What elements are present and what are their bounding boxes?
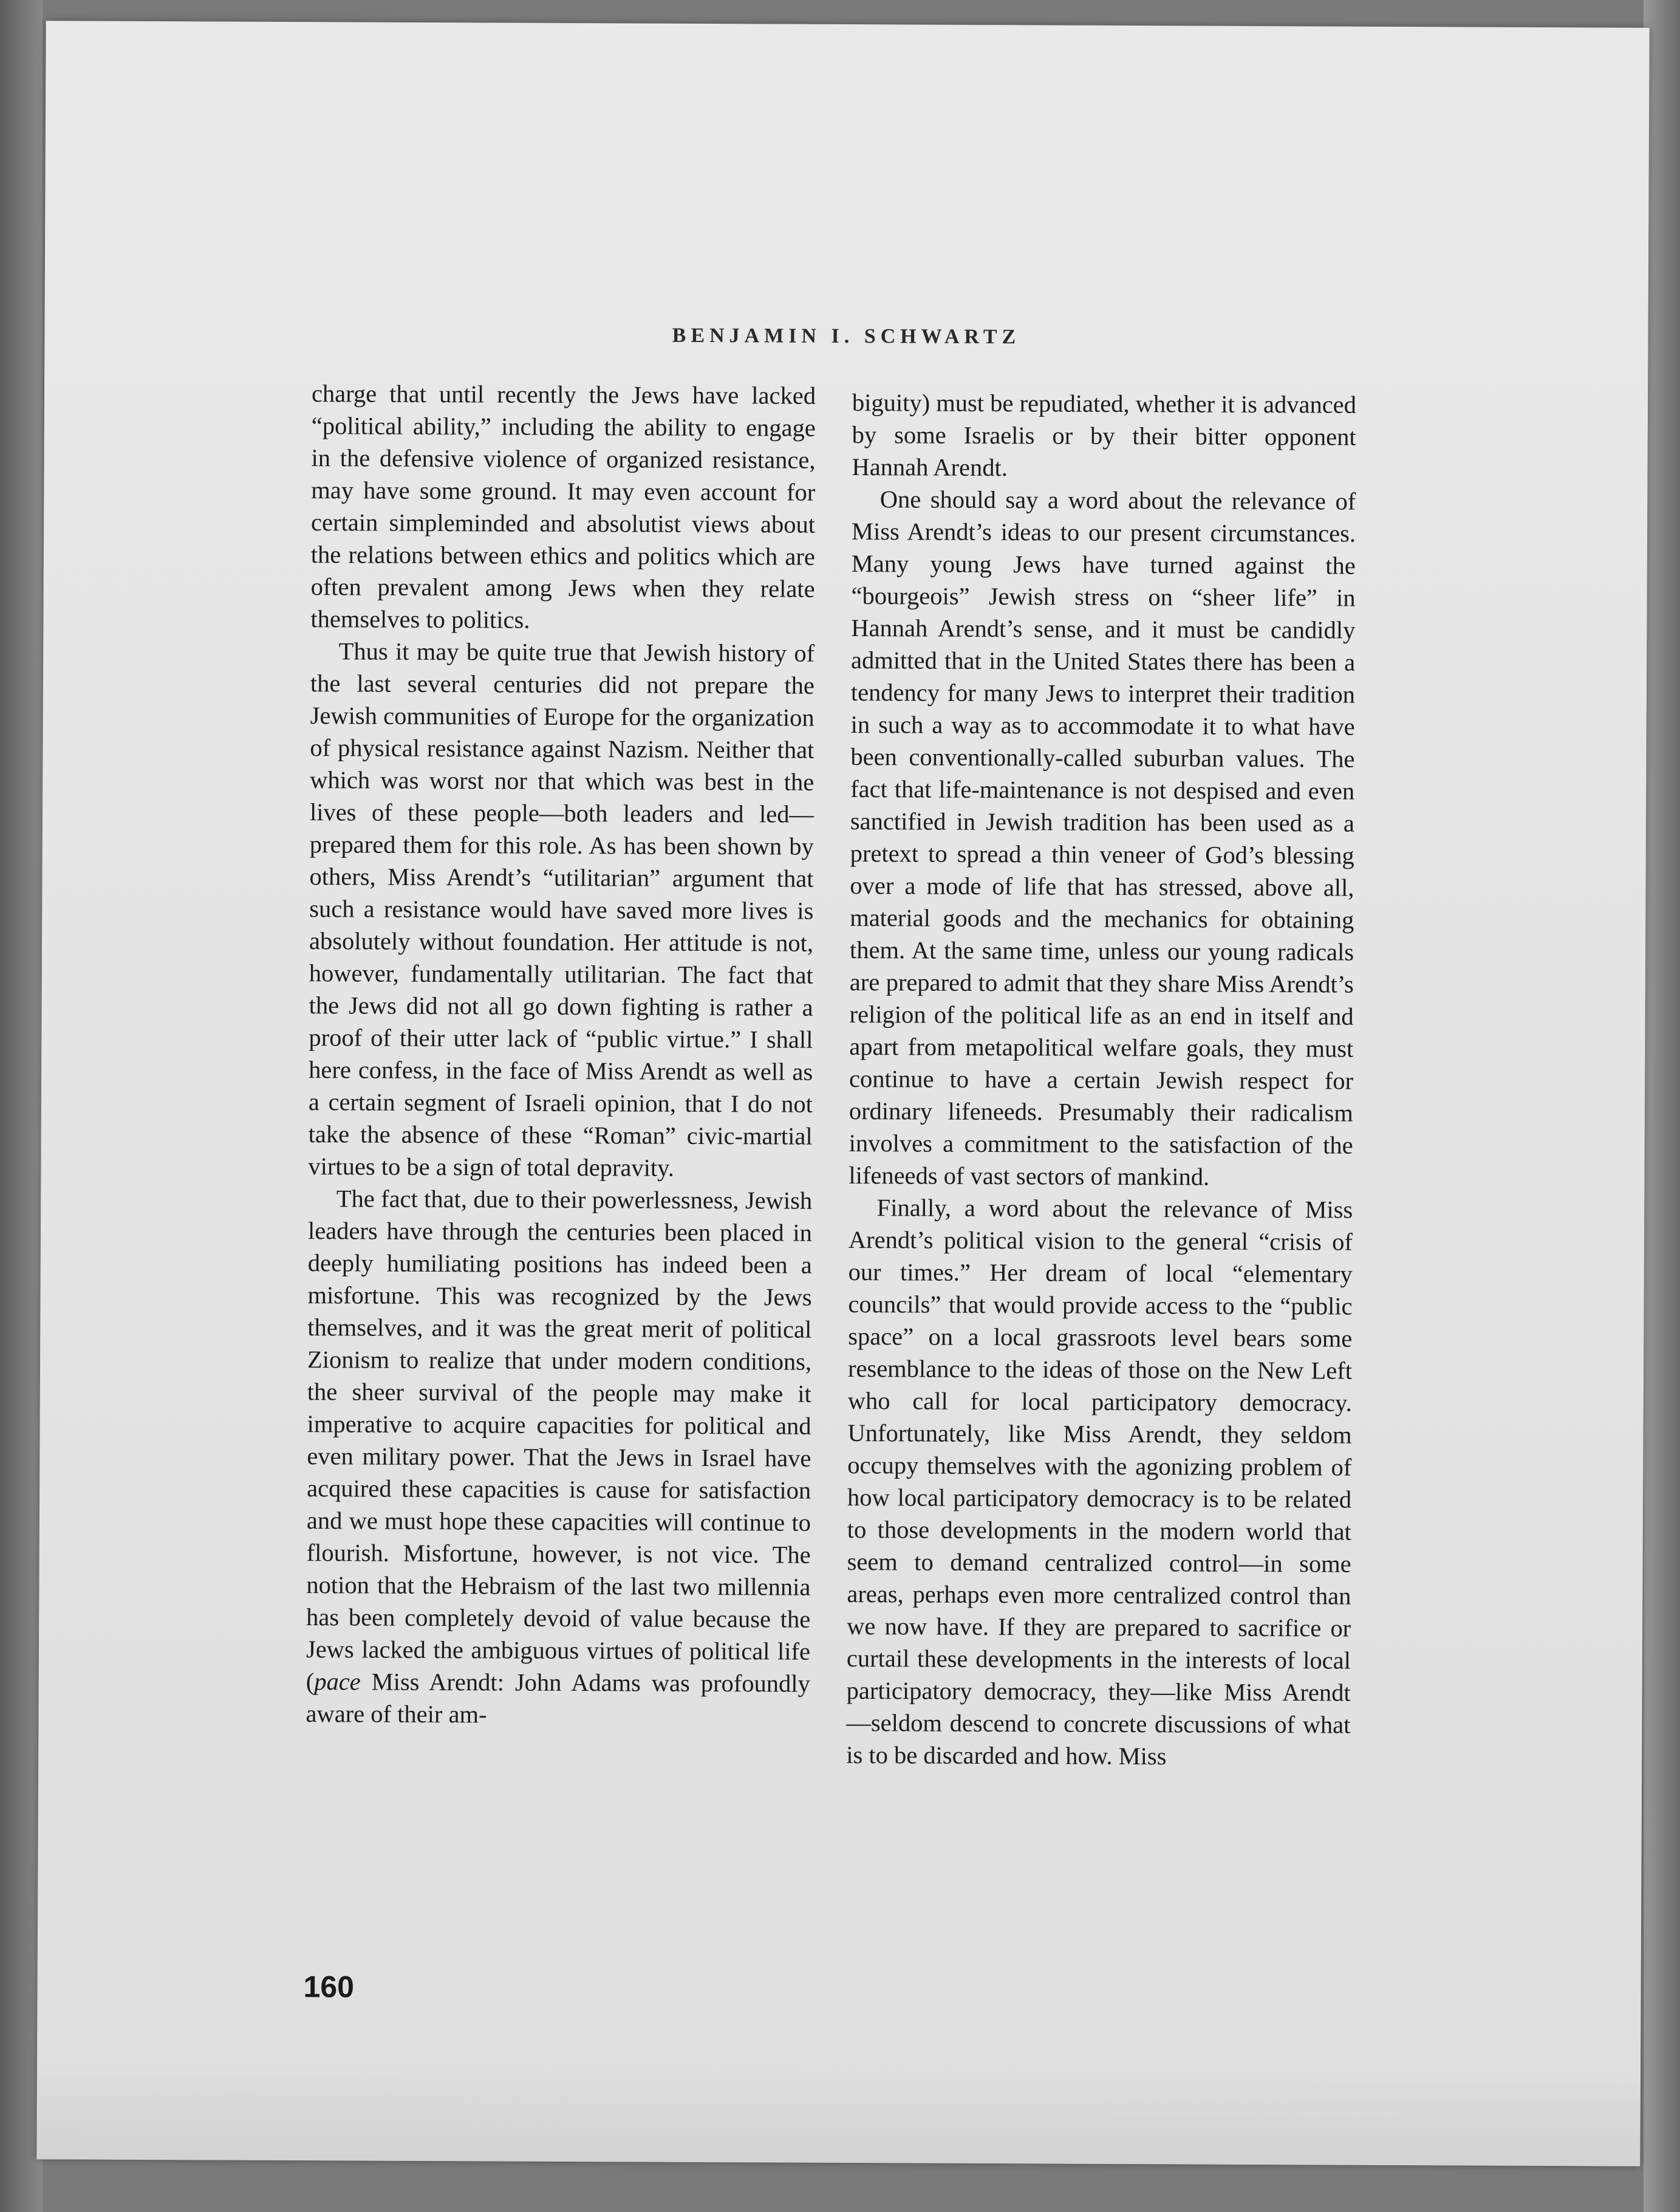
paragraph-continued: biguity) must be repudiated, whether it is advanced by some Israelis or by their bitter opponent Hannah Arendt. [852, 389, 1357, 482]
scan-background-left [0, 0, 43, 2212]
italic-word: pace [314, 1668, 361, 1696]
paper-shading [36, 2062, 1641, 2166]
paragraph: Finally, a word about the relevance of Miss Arendt’s political vision to the general “crisis of our times.” Her dream of local “elementary councils” that would provide access to the “public space” on a local grassroots level bears some resemblance to the ideas of those on the New Left who call for local participatory democracy. Unfortunately, like Miss Arendt, they seldom occupy themselves with the agonizing problem of how local participatory democracy is to be related to those developments in the modern world that seem to demand centralized control—in some areas, perhaps even more centralized control than we now have. If they are prepared to sacrifice or curtail these developments in the interests of local participatory democracy, they—like Miss Arendt —seldom descend to concrete discussions of what is to be discarded and how. Miss [846, 1194, 1353, 1770]
right-column [846, 386, 1356, 1773]
paragraph-text: The fact that, due to their powerlessness, Jewish leaders have through the centuries been placed in deeply humiliating positions has indeed been a misfortune. This was recognized by the Jews themselves, and it was the great merit of political Zionism to realize that under modern conditions, the sheer survival of the people may make it imperative to acquire capacities for political and even military power. That the Jews in Israel have acquired these capacities is cause for satisfaction and we must hope these capacities will continue to flourish. Misfortune, however, is not vice. The notion that the Hebraism of the last two millennia has been completely devoid of value because the Jews lacked the ambiguous virtues of political life ( [306, 1185, 813, 1696]
running-head: BENJAMIN I. SCHWARTZ [672, 324, 1021, 349]
paragraph-text: Miss Arendt: John Adams was profoundly aware of their am- [306, 1668, 810, 1728]
paragraph: Thus it may be quite true that Jewish history of the last several centuries did not prepare the Jewish communities of Europe for the organization of physical resistance against Nazism. Neither that which was worst nor that which was best in the lives of these people—both leaders and led—prepared them for this role. As has been shown by others, Miss Arendt’s “utilitarian” argument that such a resistance would have saved more lives is absolutely without foundation. Her attitude is not, however, fundamentally utilitarian. The fact that the Jews did not all go down fighting is rather a proof of their utter lack of “public virtue.” I shall here confess, in the face of Miss Arendt as well as a certain segment of Israeli opinion, that I do not take the absence of these “Roman” civic-martial virtues to be a sign of total depravity. [308, 637, 815, 1182]
scan-background-right [1644, 0, 1680, 2212]
paragraph: One should say a word about the relevance of Miss Arendt’s ideas to our present circumstances. Many young Jews have turned against the “bourgeois” Jewish stress on “sheer life” in Hannah Arendt’s sense, and it must be candidly admitted that in the United States there has been a tendency for many Jews to interpret their tradition in such a way as to accommodate it to what have been conventionally-called suburban values. The fact that life-maintenance is not despised and even sanctified in Jewish tradition has been used as a pretext to spread a thin veneer of God’s blessing over a mode of life that has stressed, above all, material goods and the mechanics for obtaining them. At the same time, unless our young radicals are prepared to admit that they share Miss Arendt’s religion of the political life as an end in itself and apart from metapolitical welfare goals, they must continue to have a certain Jewish respect for ordinary lifeneeds. Presumably their radicalism involves a commitment to the satisfaction of the lifeneeds of vast sectors of mankind. [849, 485, 1356, 1191]
page-number: 160 [303, 1970, 355, 2004]
paragraph-continued: charge that until recently the Jews have lacked “political ability,” including the ability to engage in the defensive violence of organized resistance, may have some ground. It may even account for certain simpleminded and absolutist views about the relations between ethics and politics which are often prevalent among Jews when they relate themselves to politics. [310, 380, 816, 634]
book-page [36, 21, 1649, 2166]
paragraph [306, 1182, 812, 1732]
left-column [306, 377, 816, 1732]
